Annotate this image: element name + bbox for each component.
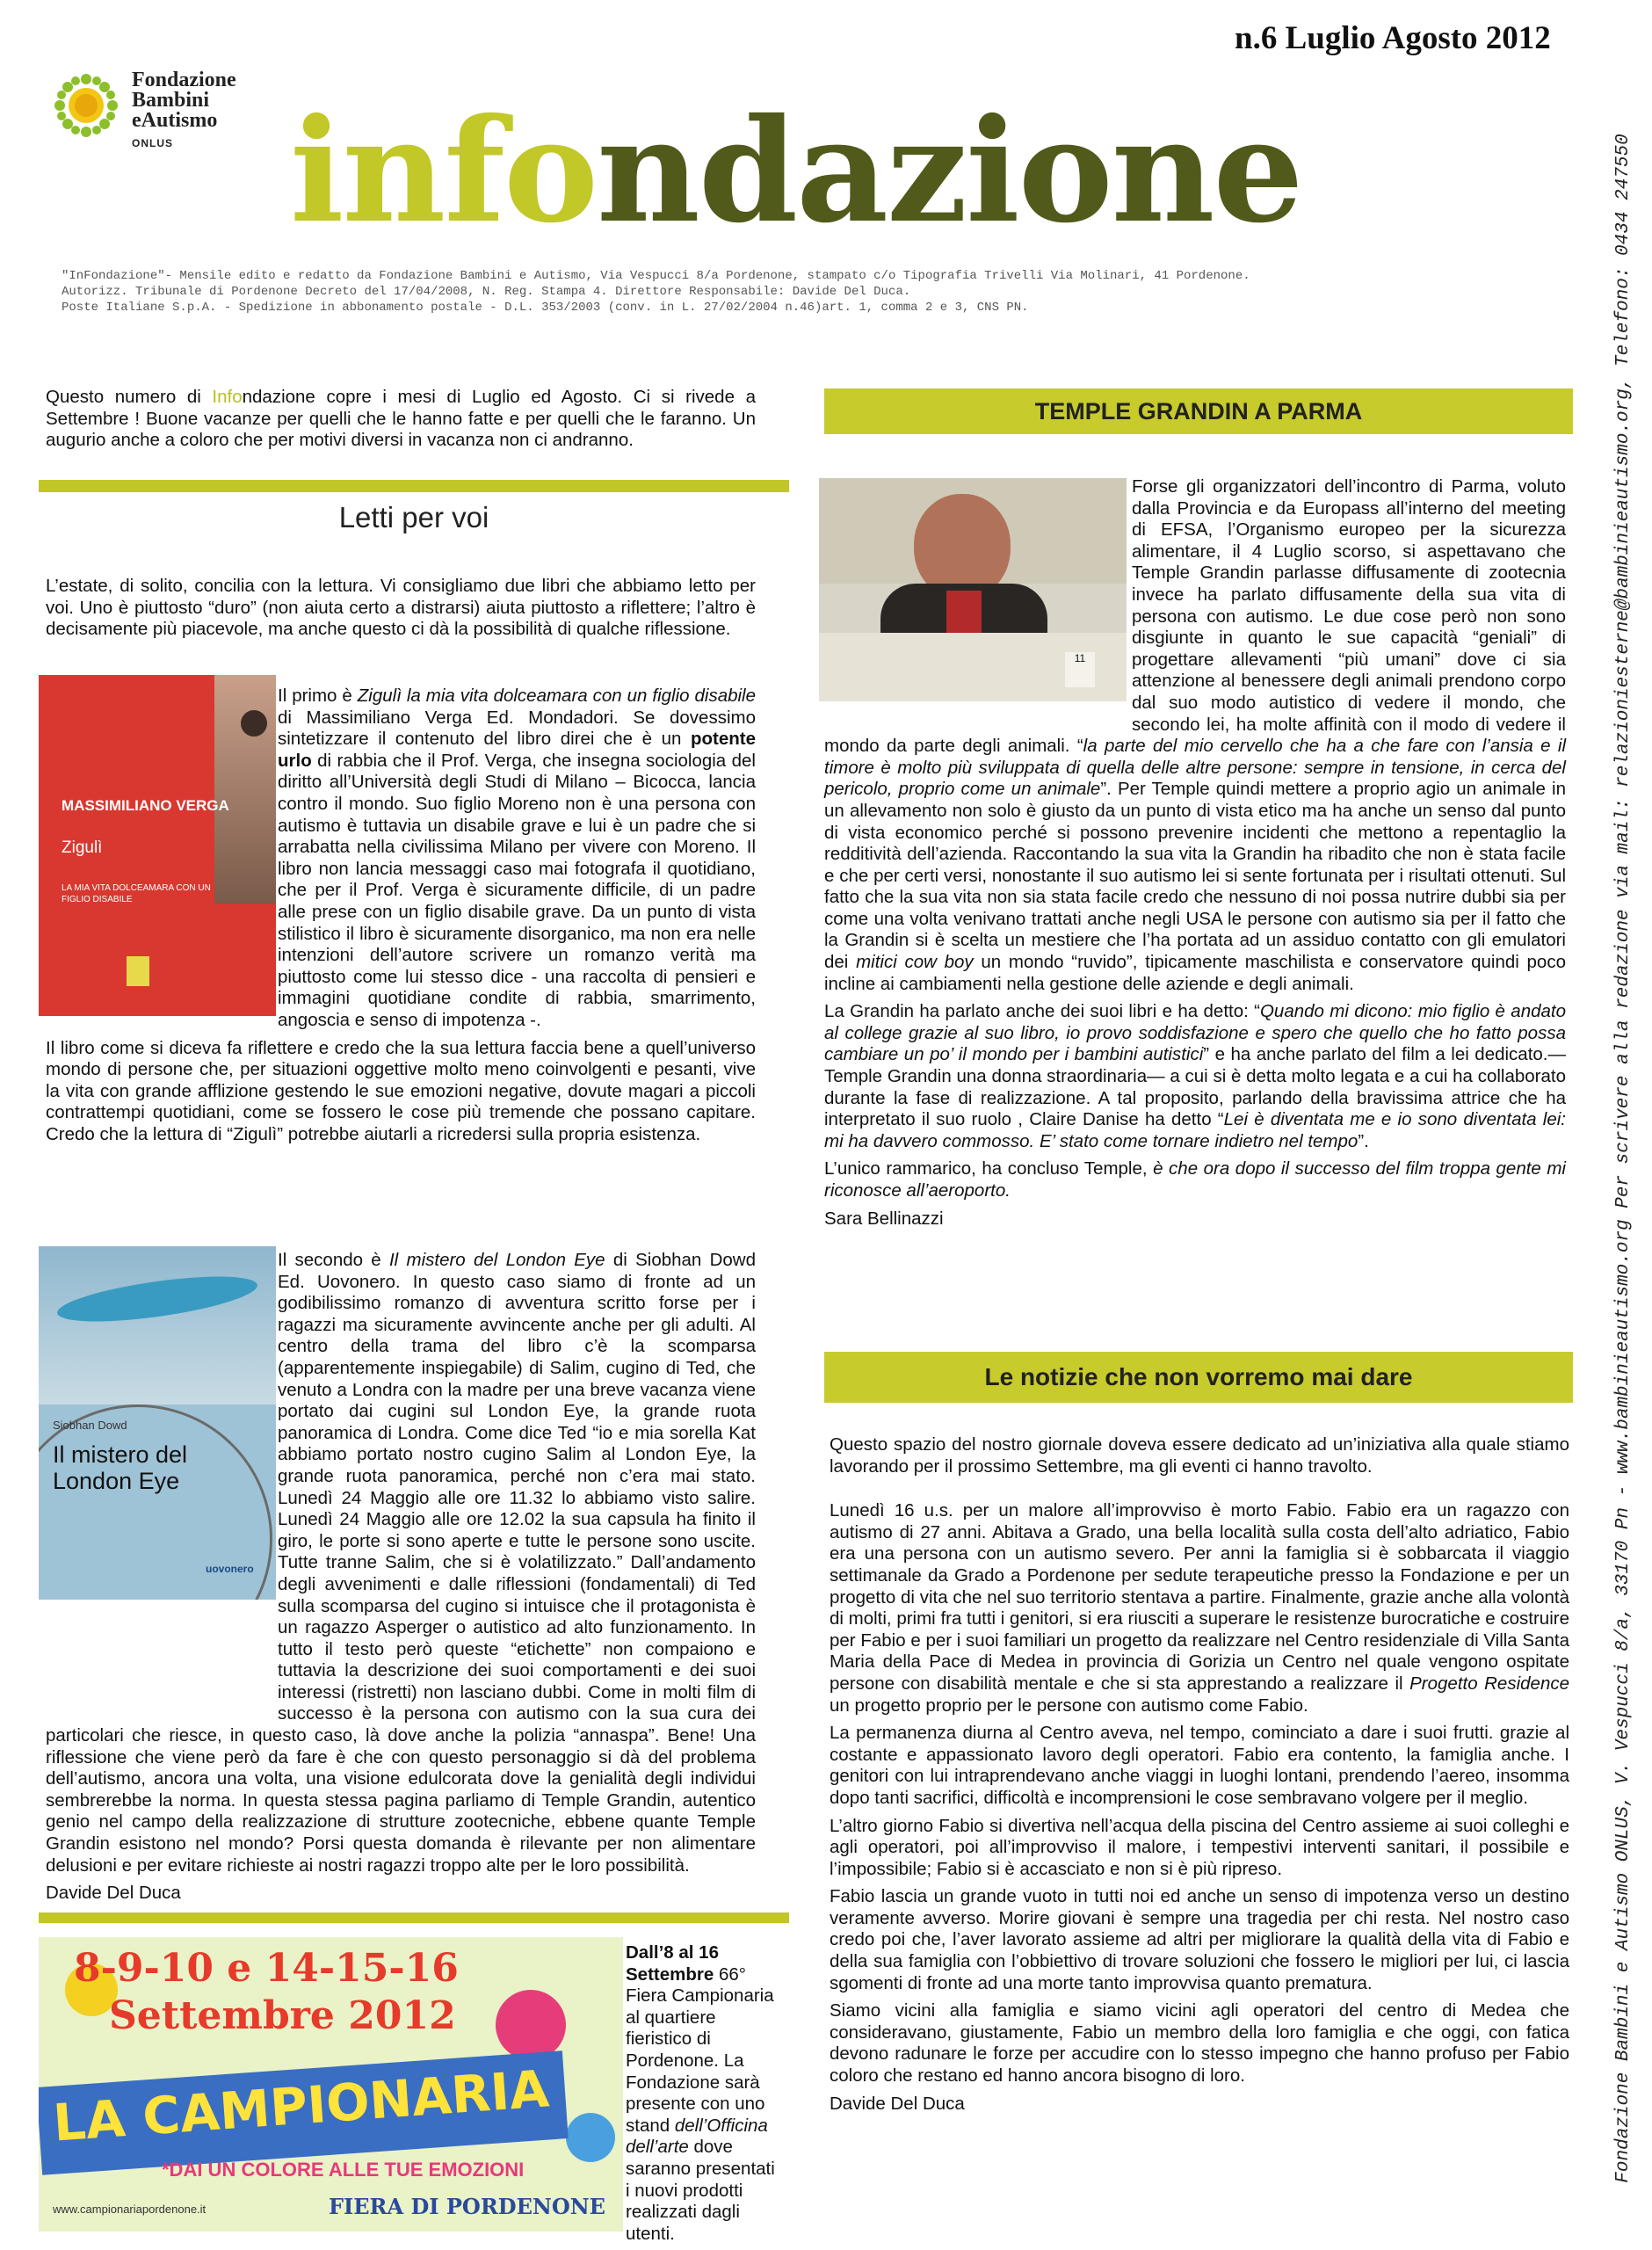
issue-label: n.6 Luglio Agosto 2012 [1235,20,1551,56]
section-rule [39,480,789,492]
ad-month: Settembre 2012 [109,1993,456,2038]
book1-bold: potente urlo [278,729,756,771]
book2-a: Il secondo è [278,1250,389,1270]
letti-intro: L’estate, di solito, concilia con la lettura. Vi consigliamo due libri che abbiamo letto per voi. Uno è piuttosto “duro” (non aiuta certo a distrarsi) aiuta piuttosto a riflettere; l’altro è decisamente più piacevole, ma anche questo ci dà la possibilità di qualche riflessione. [46,576,756,640]
book1-cover-author: MASSIMILIANO VERGA [62,797,229,814]
fiera-text [626,1942,784,2245]
book1-title: Zigulì la mia vita dolceamara con un figlio disabile [357,686,757,706]
temple-text [824,476,1566,1230]
intro-c: ndazione copre i mesi di Luglio ed Agosto. Ci si rivede a Settembre ! Buone vacanze per quelli che le hanno fatte e per quelli che le faranno. Un augurio anche a coloro che per motivi diversi in vacanza non ci andranno. [46,387,756,451]
book1-paragraph-2: Il libro come si diceva fa riflettere e credo che la sua lettura faccia bene a quell’universo mondo di persone che, per situazioni oggettive molto meno coinvolgenti e pesanti, vive la vita con grande afflizione gestendo le sue emozioni negative, dovute magari a piccoli contrattempi quotidiani, come se fossero le cose più tremende che possano capitare. Credo che la lettura di “Zigulì” potrebbe aiutarli a ricredersi sulla propria esistenza. [46,1037,756,1144]
notizie-paragraph-5: Siamo vicini alla famiglia e siamo vicini agli operatori del centro di Medea che consideravano, giustamente, Fabio un membro della loro famiglia e che oggi, con fatica devono radunare le forze per accudire con lo stesso impegno che hanno profuso per Fabio coloro che restano ed hanno ancora bisogno di loro. [830,2000,1569,2087]
sun-logo-icon [54,74,118,137]
book1-b: di Massimiliano Verga Ed. Mondadori. Se dovessimo sintetizzare il contenuto del libro direi che è un [278,707,756,750]
temple-p1-a: Forse gli organizzatori dell’incontro di Parma, voluto dalla Provincia e da Europass all’interno del meeting di EFSA, l’Organismo europeo per la sicurezza alimentare, il 4 Luglio scorso, si aspettavano che Temple Grandin parlasse diffusamente di zootecnia invece ha parlato diffusamente della sua vita di persona con autismo. Le due cose però non sono disgiunte in quanto le sue capacità “geniali” di progettare allevamenti “più umani” dove ci sia attenzione al benessere degli animali prendono corpo dal suo modo autistico di vedere il mondo, che secondo lei, ha molte affinità con il modo di vedere il mondo da parte degli animali. “ [824,476,1566,757]
book1-text [46,686,756,1151]
temple-paragraph-3 [824,1158,1566,1201]
notizie-p1-italic: Progetto Residence [1409,1673,1569,1694]
book1-a: Il primo è [278,686,358,706]
ad-url: www.campionariapordenone.it [53,2203,206,2216]
colophon-line-2: Autorizz. Tribunale di Pordenone Decreto del 17/04/2008, N. Reg. Stampa 4. Direttore Responsabile: Davide Del Duca. [62,285,911,299]
temple-p1-c: un mondo “ruvido”, tipicamente maschilista e conservatore quindi poco incline ai cambiamenti nella gestione delle aziende e degli animali. [824,952,1566,994]
fiera-bold: Dall’8 al 16 Settembre [626,1942,719,1985]
photo-tag: 11 [1065,652,1095,687]
ad-brand: LA CAMPIONARIA [51,2058,551,2153]
notizie-title-bar: Le notizie che non vorremo mai dare [824,1352,1573,1403]
masthead-ndazione: ndazione [597,88,1302,255]
notizie-paragraph-2: La permanenza diurna al Centro aveva, nel tempo, cominciato a dare i suoi frutti. grazie al costante e appassionato lavoro degli operatori. Fabio era contento, la famiglia anche. I genitori con lui intraprendevano anche viaggi in luoghi lontani, prendendo l’aereo, insomma dopo tanti sacrifici, difficoltà e incomprensioni le cose sembravano volgere per il meglio. [830,1723,1569,1808]
ad-slogan: *DAI UN COLORE ALLE TUE EMOZIONI [162,2159,525,2181]
masthead-info: info [290,88,598,255]
temple-p2-italic2: Lei è diventata me e io sono diventata lei: mi ha davvero commosso. E’ stato come tornare indietro nel tempo [824,1109,1566,1151]
notizie-paragraph-0: Questo spazio del nostro giornale doveva essere dedicato ad un’iniziativa alla quale stiamo lavorando per il prossimo Settembre, ma gli eventi ci hanno travolto. [830,1434,1569,1477]
org-line-1: Fondazione [132,69,236,91]
notizie-author: Davide Del Duca [830,2093,965,2114]
temple-title-bar: TEMPLE GRANDIN A PARMA [824,388,1573,434]
colophon-line-1: "InFondazione"- Mensile edito e redatto da Fondazione Bambini e Autismo, Via Vespucci 8/a Pordenone, stampato c/o Tipografia Trivelli Via Molinari, 41 Pordenone. [62,269,1250,283]
logo [51,67,262,155]
temple-p1-b: ”. Per Temple quindi mettere a proprio agio un animale in un allevamento non solo è giusto da un punto di vista etico ma ha anche un senso dal punto di vista economico perché si possono prevenire incidenti che mettono a repentaglio la redditività dell’azienda. Raccontando la sua vita la Grandin ha ribadito che non è stata facile e che per certi versi, nonostante il suo autismo lei si sente fortunata per i risultati ottenuti. Sul fatto che la sua vita non sia stata facile credo che nessuno di noi possa nutrire dubbi sia per come una volta venivano trattati anche negli USA le persone con autismo sia per il fatto che la Grandin si è scelta un mestiere che l’ha portata ad un assiduo contatto con gli emulatori dei [824,779,1566,973]
book2-text [46,1250,756,1905]
campionaria-ad-image [39,1937,623,2232]
fiera-italic: dell’Officina dell’arte [626,2115,768,2158]
temple-p3-a: L’unico rammarico, ha concluso Temple, [824,1158,1154,1179]
notizie-text [830,1434,1569,2115]
intro-info: Info [212,387,243,407]
book1-c: di rabbia che il Prof. Verga, che insegna sociologia del diritto all’Università degli Studi di Milano – Bicocca, lancia contro il mondo. Suo figlio Moreno non è una persona con autismo è tuttavia un disabile grave e lui è un padre che si arrabatta nella civilissima Milano per vivere con Moreno. Il libro non lancia messaggi caso mai fotografa il quotidiano, che per il Prof. Verga è sicuramente difficile, di un padre alle prese con un figlio disabile grave. Da un punto di vista stilistico il libro è sicuramente disorganico, ma non era nelle intenzioni dell’autore scrivere un romanzo verità ma piuttosto come lui stesso dice - una raccolta di pensieri e immagini quotidiane condite di rabbia, smarrimento, angoscia e senso di impotenza -. [278,750,756,1030]
org-line-3: eAutismo [132,109,218,132]
book2-cover-title: Il mistero del London Eye [53,1441,188,1494]
section-rule-2 [39,1912,789,1923]
temple-p3-italic: è che ora dopo il successo del film troppa gente mi riconosce all’aeroporto. [824,1158,1566,1201]
ad-venue: FIERA DI PORDENONE [329,2194,605,2219]
book2-title: Il mistero del London Eye [388,1250,605,1270]
notizie-p1-a: Lunedì 16 u.s. per un malore all’improvviso è morto Fabio. Fabio era un ragazzo con autismo di 27 anni. Abitava a Grado, una bella località sulla costa dell’alto adriatico, Fabio era una persona con un autismo severo. Per anni la famiglia si è sobbarcata il viaggio settimanale da Grado a Pordenone per sedute terapeutiche presso la Fondazione e per un progetto di vita che nel suo territorio stentava a partire. Finalmente, grazie anche alla volontà di molti, primi fra tutti i genitori, si era riusciti a superare le resistenze burocratiche e costruire per Fabio e per i suoi familiari un progetto da realizzare nel Centro residenziale di Villa Santa Maria della Pace di Medea in provincia di Gorizia un Centro nel quale vengono ospitate persone con disabilità mentale e che si sta apprestando a realizzare il [830,1500,1569,1694]
letti-title: Letti per voi [338,501,489,533]
colophon-line-3: Poste Italiane S.p.A. - Spedizione in abbonamento postale - D.L. 353/2003 (conv. in L. 27/02/2004 n.46)art. 1, comma 2 e 3, CNS PN. [62,301,1029,315]
notizie-p1-b: un progetto proprio per le persone con autismo come Fabio. [830,1695,1308,1716]
intro-text [46,387,756,452]
letti-author: Davide Del Duca [46,1883,181,1904]
book2-cover-author: Siobhan Dowd [53,1419,127,1432]
org-line-2: Bambini [132,89,210,112]
ad-dates: 8-9-10 e 14-15-16 [74,1946,459,1991]
temple-paragraph-2 [824,1001,1566,1152]
fiera-b: dove saranno presentati i nuovi prodotti realizzati dagli utenti. [626,2137,775,2244]
temple-p2-c: ”. [1358,1130,1369,1151]
intro-a: Questo numero di [46,387,213,407]
temple-p1-italic2: mitici cow boy [856,952,974,973]
masthead [290,83,1302,259]
book1-cover-sub: LA MIA VITA DOLCEAMARA CON UN FIGLIO DISABILE [62,883,211,904]
temple-p2-italic: Quando mi dicono: mio figlio è andato al college grazie al suo libro, io provo soddisfazione e spero che quello che ho fatto possa cambiare un po’ il mondo per i bambini autistici [824,1001,1567,1065]
org-name [132,70,236,154]
temple-p2-a: La Grandin ha parlato anche dei suoi libri e ha detto: “ [824,1001,1260,1022]
org-sub: ONLUS [132,137,173,149]
temple-p2-b: ” e ha anche parlato del film a lei dedicato.—Temple Grandin una donna straordinaria— a cui si è detta molto legata e a cui ha collaborato durante la fase di realizzazione. A tal proposito, parlando della bravissima attrice che ha interpretato il suo ruolo , Claire Danise ha detto “ [824,1044,1566,1130]
fiera-a: 66° Fiera Campionaria al quartiere fieristico di Pordenone. La Fondazione sarà presente con uno stand [626,1963,774,2136]
vertical-sidebar [1589,53,1634,2232]
notizie-paragraph-3: L’altro giorno Fabio si divertiva nell’acqua della piscina del Centro assieme ai suoi colleghi e agli operatori, poi all’improvviso il malore, i tempestivi interventi sanitari, il possibile e l’impossibile; Fabio si è accasciato e non si è più ripreso. [830,1815,1569,1879]
temple-p1-italic: la parte del mio cervello che ha a che fare con l’ansia e il timore è molto più sviluppata di quella delle altre persone: sempre in tensione, in cerca del pericolo, proprio come un animale [824,736,1567,800]
notizie-paragraph-1 [830,1500,1569,1717]
book2-b: di Siobhan Dowd Ed. Uovonero. In questo caso siamo di fronte ad un godibilissimo romanzo di avventura scritto forse per i ragazzi ma sicuramente avvincente anche per gli adulti. Al centro della trama del libro c’è la scomparsa (apparentemente inspiegabile) di Salim, cugino di Ted, che venuto a Londra con la madre per una breve vacanza viene portato dai cugini sul London Eye, la grande ruota panoramica di Londra. Come dice Ted “io e mia sorella Kat abbiamo portato nostro cugino Salim al London Eye, la grande ruota panoramica, perché non c’era mai stato. Lunedì 24 Maggio alle ore 11.32 lo abbiamo visto salire. Lunedì 24 Maggio alle ore 12.02 la sua capsula ha finito il giro, le porte si sono aperte e tutte le persone sono uscite. Tutte tranne Salim, che si è volatilizzato.” Dall’andamento degli avvenimenti e dalle riflessioni (fondamentali) di Ted sulla scomparsa del cugino si intuisce che il protagonista è un ragazzo Asperger o autistico ad alto funzionamento. In tutto il testo però queste “etichette” non compaiono e tuttavia la descrizione dei suoi comportamenti e dei suoi interessi (ristretti) non lasciano dubbi. Come in molti film di successo è la persona con autismo con la sua cura dei particolari che riesce, in questo caso, là dove anche la polizia “annaspa”. Bene! Una riflessione che viene però da fare è che con questo personaggio si dà del problema dell’autismo, ancora una volta, una visione edulcorata dove la genialità degli individui sembrerebbe la norma. In questa stessa pagina parliamo di Temple Grandin, autentico genio nel campo della realizzazione di strutture zootecniche, ebbene quante Temple Grandin esistono nel mondo? Porsi questa domanda è rilevante per non alimentare delusioni e per evitare richieste ai nostri ragazzi troppo alte per le loro possibilità. [46,1250,757,1876]
sidebar-contact-text: Fondazione Bambini e Autismo ONLUS, V. Vespucci 8/a, 33170 Pn - www.bambinieautismo.org Per scrivere alla redazione via mail: relazioniesterne@bambinieautismo.org, Telefono: 0434 247550 [1613,134,1634,2183]
notizie-paragraph-4: Fabio lascia un grande vuoto in tutti noi ed anche un senso di impotenza verso un destino veramente avverso. Morire giovani è sempre una tragedia per chi resta. Nel nostro caso credo poi che, l’aver lavorato assieme ad altri per migliorare la qualità della vita di Fabio e della sua famiglia con l’obbiettivo di trovare soluzioni che fossero le migliori per lui, ci lascia sgomenti di fronte ad una morte tanto improvvisa quanto prematura. [830,1886,1569,1993]
book1-cover-title: Zigulì [62,838,103,857]
book2-cover-publisher: uovonero [206,1563,254,1575]
temple-author: Sara Bellinazzi [824,1208,944,1229]
colophon [62,268,1573,316]
